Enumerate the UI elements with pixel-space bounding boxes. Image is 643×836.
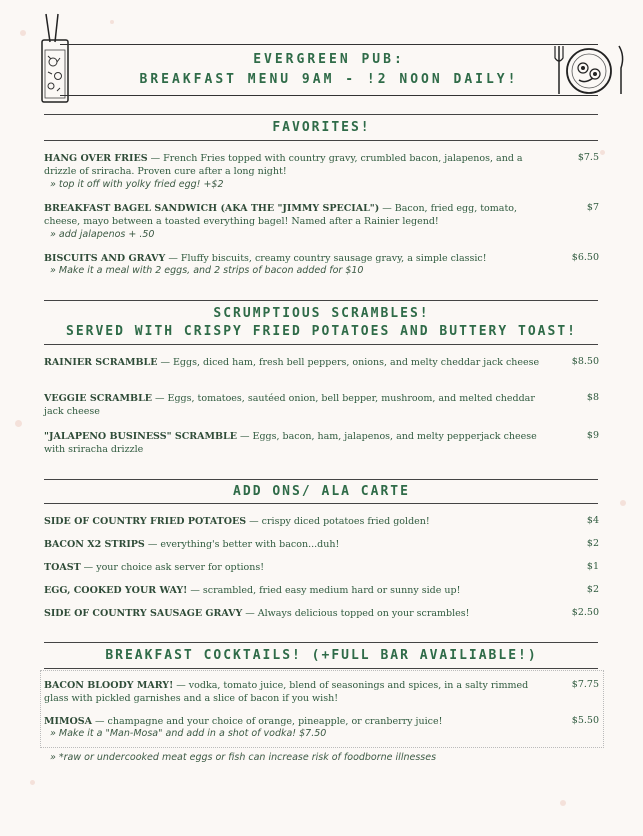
item-description: — Bacon, fried egg, tomato, cheese, mayo between a toasted everything bagel! Named after a Rainier legend! (44, 203, 518, 227)
cocktails-title: BREAKFAST COCKTAILS! (+FULL BAR AVAILIABLE!) (105, 648, 538, 663)
item-description: — Eggs, tomatoes, sautéed onion, bell bepper, mushroom, and melted cheddar jack cheese (44, 393, 535, 417)
favorites-title: FAVORITES! (272, 120, 371, 135)
menu-item (44, 515, 554, 528)
item-price: $8 (586, 392, 599, 403)
item-name: SIDE OF COUNTRY SAUSAGE GRAVY (44, 608, 243, 619)
item-name: HANG OVER FRIES (44, 153, 148, 164)
paper-speck (20, 30, 26, 36)
scrambles-subtitle: SERVED WITH CRISPY FRIED POTATOES AND BUTTERY TOAST! (66, 324, 577, 339)
item-description: — everything's better with bacon...duh! (144, 539, 340, 550)
item-name: BACON X2 STRIPS (44, 539, 145, 550)
item-price: $9 (586, 430, 599, 441)
section-divider (44, 668, 598, 669)
item-description: — champagne and your choice of orange, pineapple, or cranberry juice! (91, 716, 443, 727)
item-description: — vodka, tomato juice, blend of seasonings and spices, in a salty rimmed glass with pickled garnishes and a slice of bacon if you wish! (44, 680, 529, 704)
scrambles-title: SCRUMPTIOUS SCRAMBLES! (213, 306, 430, 321)
item-addon-note: » Make it a meal with 2 eggs, and 2 strips of bacon added for $10 (50, 265, 364, 276)
paper-speck (30, 780, 35, 785)
section-divider (44, 642, 598, 643)
item-name: VEGGIE SCRAMBLE (44, 393, 152, 404)
paper-speck (110, 20, 114, 24)
section-divider (44, 344, 598, 345)
item-price: $5.50 (571, 715, 599, 726)
menu-item (44, 252, 554, 265)
item-addon-note: » add jalapenos + .50 (50, 229, 155, 240)
menu-item (44, 715, 554, 728)
item-name: BACON BLOODY MARY! (44, 680, 174, 691)
menu-item (44, 538, 554, 551)
item-price: $2.50 (571, 607, 599, 618)
paper-speck (600, 150, 605, 155)
menu-item (44, 607, 554, 620)
paper-speck (560, 800, 566, 806)
item-name: BREAKFAST BAGEL SANDWICH (AKA THE "JIMMY SPECIAL") (44, 203, 380, 214)
menu-item (44, 392, 554, 418)
menu-item (44, 679, 554, 705)
item-price: $4 (586, 515, 599, 526)
item-addon-note: » Make it a "Man-Mosa" and add in a shot of vodka! $7.50 (50, 728, 327, 739)
item-name: "JALAPENO BUSINESS" SCRAMBLE (44, 431, 237, 442)
item-name: SIDE OF COUNTRY FRIED POTATOES (44, 516, 247, 527)
item-price: $2 (586, 538, 599, 549)
item-name: TOAST (44, 562, 81, 573)
item-price: $7.5 (577, 152, 599, 163)
item-name: EGG, COOKED YOUR WAY! (44, 585, 188, 596)
menu-header (60, 44, 598, 96)
item-price: $7.75 (571, 679, 599, 690)
item-name: MIMOSA (44, 716, 92, 727)
item-name: BISCUITS AND GRAVY (44, 253, 166, 264)
item-description: — crispy diced potatoes fried golden! (246, 516, 430, 527)
section-divider (44, 300, 598, 301)
menu-item (44, 202, 554, 228)
item-price: $1 (586, 561, 599, 572)
section-divider (44, 503, 598, 504)
paper-speck (15, 420, 22, 427)
item-description: — Fluffy biscuits, creamy country sausage gravy, a simple classic! (165, 253, 487, 264)
item-name: RAINIER SCRAMBLE (44, 357, 158, 368)
menu-item (44, 584, 554, 597)
section-divider (44, 479, 598, 480)
food-safety-disclaimer: » *raw or undercooked meat eggs or fish can increase risk of foodborne illnesses (50, 752, 437, 763)
item-description: — Eggs, diced ham, fresh bell peppers, onions, and melty cheddar jack cheese (157, 357, 540, 368)
menu-item (44, 561, 554, 574)
item-price: $8.50 (571, 356, 599, 367)
pub-name: EVERGREEN PUB: (253, 52, 405, 67)
menu-item (44, 430, 554, 456)
item-description: — French Fries topped with country gravy, crumbled bacon, jalapenos, and a drizzle of sriracha. Proven cure after a long night! (44, 153, 523, 177)
menu-item (44, 152, 554, 178)
item-addon-note: » top it off with yolky fried egg! +$2 (50, 179, 224, 190)
paper-speck (620, 500, 626, 506)
menu-hours: BREAKFAST MENU 9AM - !2 NOON DAILY! (139, 72, 519, 87)
item-price: $2 (586, 584, 599, 595)
section-divider (44, 114, 598, 115)
item-description: — Always delicious topped on your scrambles! (242, 608, 470, 619)
addons-title: ADD ONS/ ALA CARTE (233, 484, 410, 499)
item-description: — scrambled, fried easy medium hard or sunny side up! (187, 585, 461, 596)
section-divider (44, 140, 598, 141)
item-price: $6.50 (571, 252, 599, 263)
menu-item (44, 356, 554, 369)
item-description: — your choice ask server for options! (80, 562, 265, 573)
item-description: — Eggs, bacon, ham, jalapenos, and melty pepperjack cheese with sriracha drizzle (44, 431, 537, 455)
item-price: $7 (586, 202, 599, 213)
